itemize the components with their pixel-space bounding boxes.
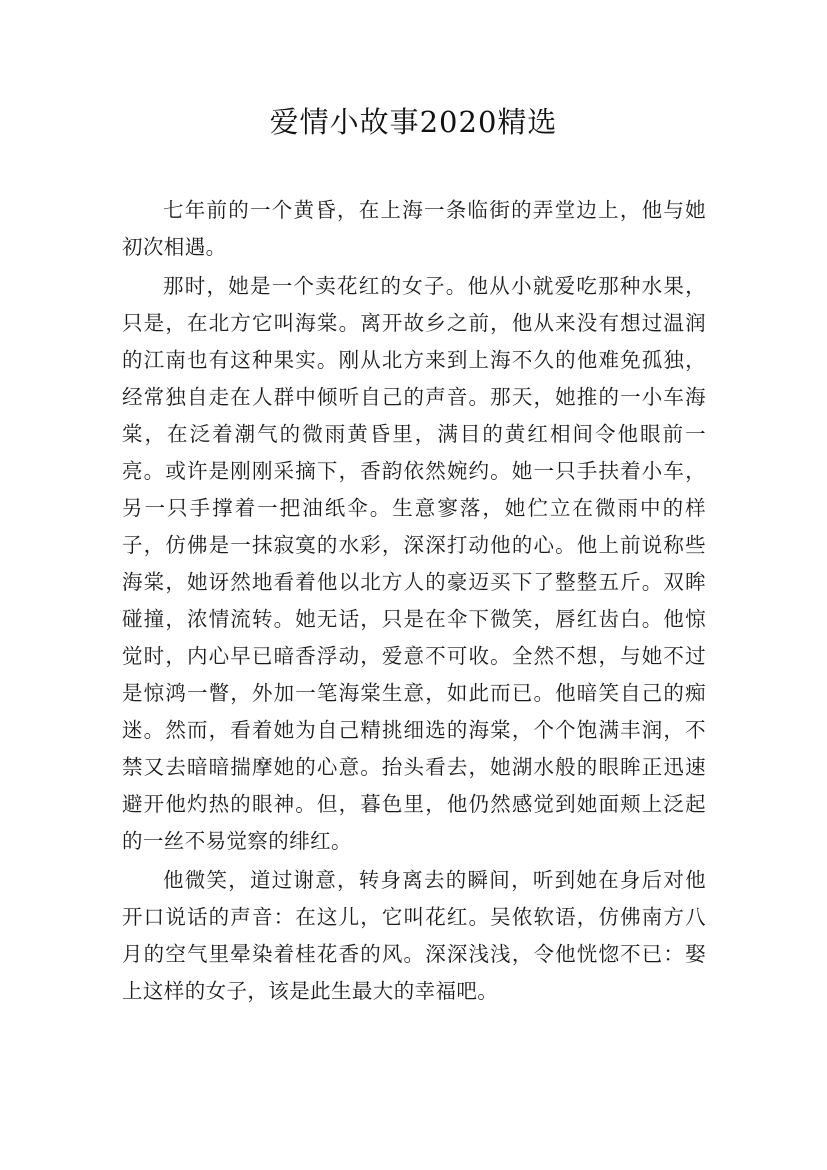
document-body (122, 192, 706, 1012)
paragraph-1: 七年前的一个黄昏，在上海一条临街的弄堂边上，他与她初次相遇。 (122, 198, 706, 259)
paragraph-2: 那时，她是一个卖花红的女子。他从小就爱吃那种水果，只是，在北方它叫海棠。离开故乡之前，他从来没有想过温润的江南也有这种果实。刚从北方来到上海不久的他难免孤独，经常独自走在人群中倾听自己的声音。那天，她推的一小车海棠，在泛着潮气的微雨黄昏里，满目的黄红相间令他眼前一亮。或许是刚刚采摘下，香韵依然婉约。她一只手扶着小车，另一只手撑着一把油纸伞。生意寥落，她伫立在微雨中的样子，仿佛是一抹寂寞的水彩，深深打动他的心。他上前说称些海棠，她讶然地看着他以北方人的豪迈买下了整整五斤。双眸碰撞，浓情流转。她无话，只是在伞下微笑，唇红齿白。他惊觉时，内心早已暗香浮动，爱意不可收。全然不想，与她不过是惊鸿一瞥，外加一笔海棠生意，如此而已。他暗笑自己的痴迷。然而，看着她为自己精挑细选的海棠，个个饱满丰润，不禁又去暗暗揣摩她的心意。抬头看去，她湖水般的眼眸正迅速避开他灼热的眼神。但，暮色里，他仍然感觉到她面颊上泛起的一丝不易觉察的绯红。 (122, 274, 706, 853)
document-title: 爱情小故事2020精选 (269, 105, 558, 139)
paragraph-3: 他微笑，道过谢意，转身离去的瞬间，听到她在身后对他开口说话的声音：在这儿，它叫花红。吴侬软语，仿佛南方八月的空气里晕染着桂花香的风。深深浅浅，令他恍惚不已：娶上这样的女子，该是此生最大的幸福吧。 (122, 868, 706, 1003)
